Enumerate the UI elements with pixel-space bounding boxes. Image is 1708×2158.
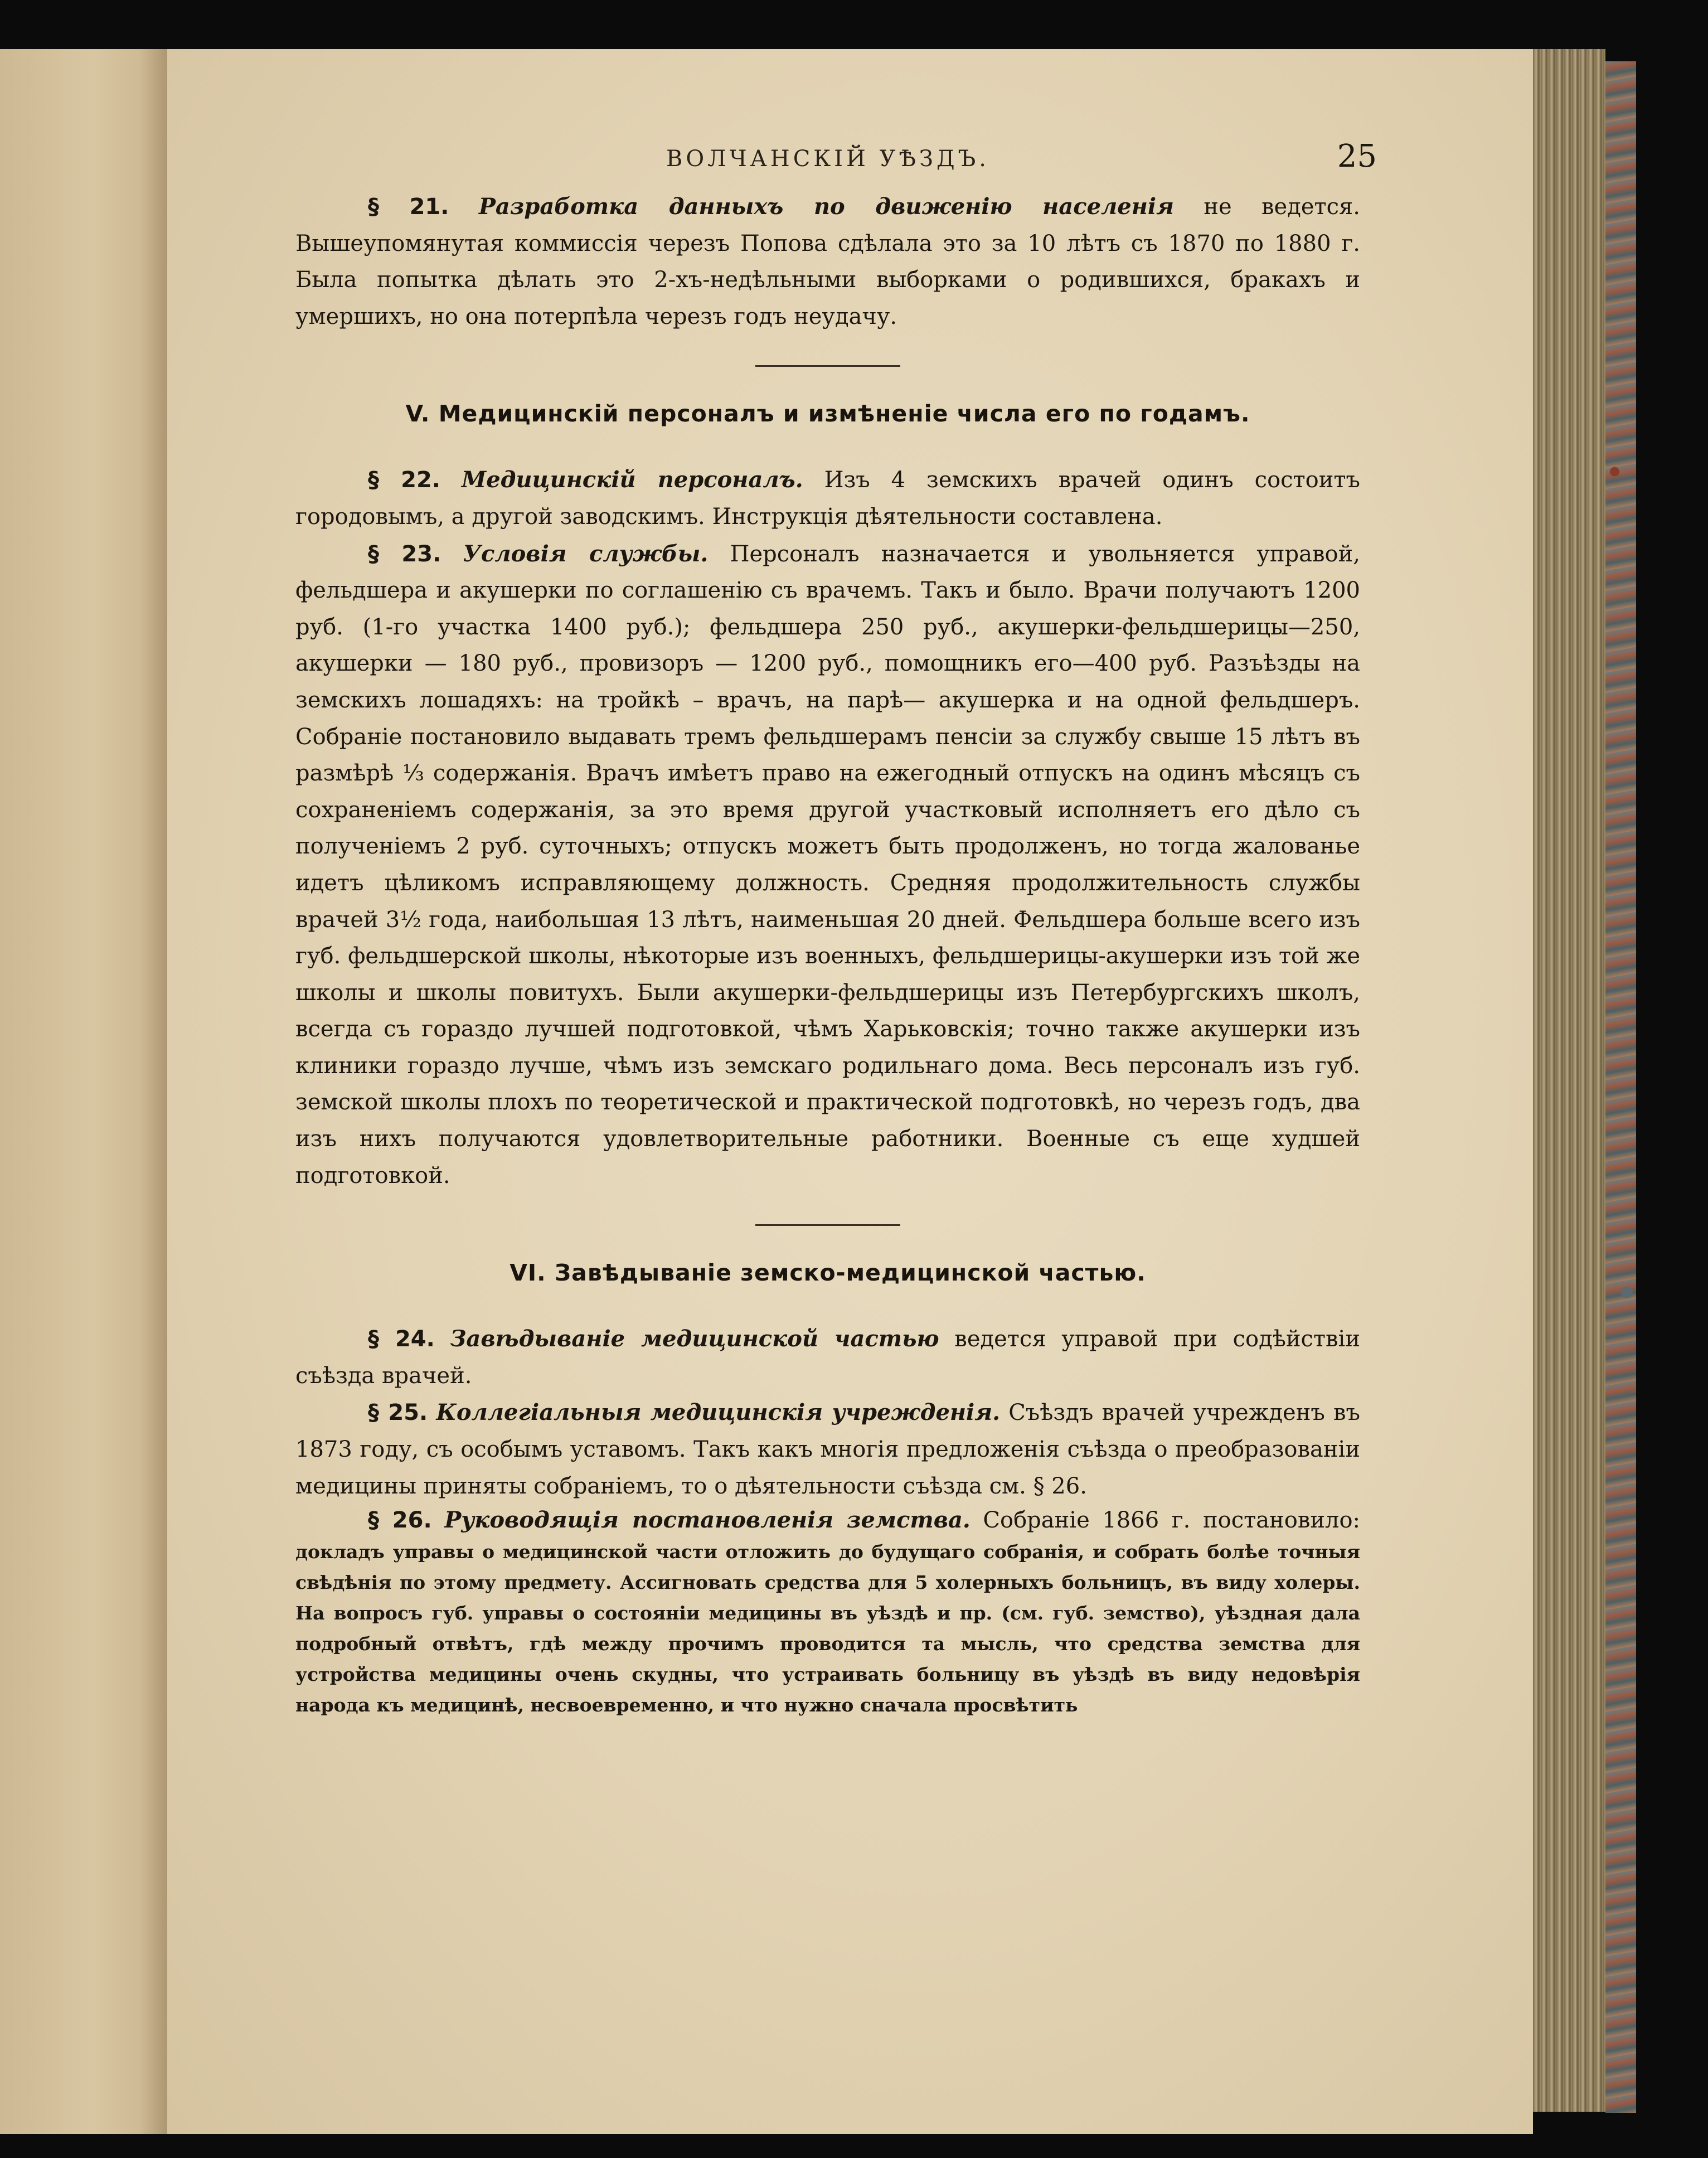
paragraph-23 [295,536,1360,1195]
marbled-cover-edge [1605,61,1636,2113]
page-content [295,138,1377,1720]
paragraph-number: § 23. [368,541,441,567]
paragraph-22 [295,462,1360,535]
page-number: 25 [1337,138,1377,174]
paragraph-title: Коллегіальныя медицинскія учрежденія. [436,1399,1001,1426]
paragraph-text: не ведется. Вышеупомянутая коммиссія черезъ Попова сдѣлала это за 10 лѣтъ съ 1870 по 1880 г. Была попытка дѣлать это 2-хъ-недѣльными выборками о родившихся, бракахъ и умершихъ, но она потерпѣла черезъ годъ неудачу. [295,194,1360,329]
paragraph-24 [295,1321,1360,1394]
paragraph-text: Изъ 4 земскихъ врачей одинъ состоитъ городовымъ, а другой заводскимъ. Инструкція дѣятельности составлена. [295,467,1360,530]
paragraph-text: докладъ управы о медицинской части отложить до будущаго собранія, и собрать болѣе точныя свѣдѣнія по этому предмету. Ассигновать средства для 5 холерныхъ больницъ, въ виду холеры. На вопросъ губ. управы о состояніи медицины въ уѣздѣ и пр. (см. губ. земство), уѣздная дала подробный отвѣтъ, гдѣ между прочимъ проводится та мысль, что средства земства для устройства медицины очень скудны, что устраивать больницу въ уѣздѣ въ виду недовѣрія народа къ медицинѣ, несвоевременно, и что нужно сначала просвѣтить [295,1541,1360,1716]
paragraph-26 [295,1505,1360,1720]
paragraph-25 [295,1394,1360,1505]
section-heading-6: VI. Завѣдываніе земско-медицинской частью. [510,1259,1146,1287]
paragraph-title: Руководящія постановленія земства. [444,1507,971,1534]
paragraph-text: Персоналъ назначается и увольняется управой, фельдшера и акушерки по соглашенію съ врачемъ. Такъ и было. Врачи получаютъ 1200 руб. (1-го участка 1400 руб.); фельдшера 250 руб., акушерки-фельдшерицы—250, акушерки — 180 руб., провизоръ — 1200 руб., помощникъ его—400 руб. Разъѣзды на земскихъ лошадяхъ: на тройкѣ – врачъ, на парѣ— акушерка и на одной фельдшеръ. Собраніе постановило выдавать тремъ фельдшерамъ пенсіи за службу свыше 15 лѣтъ въ размѣрѣ ⅓ содержанія. Врачъ имѣетъ право на ежегодный отпускъ на одинъ мѣсяцъ съ сохраненіемъ содержанія, за это время другой участковый исполняетъ его дѣло съ полученіемъ 2 руб. суточныхъ; отпускъ можетъ быть продолженъ, но тогда жалованье идетъ цѣликомъ исправляющему должность. Средняя продолжительность службы врачей 3½ года, наибольшая 13 лѣтъ, наименьшая 20 дней. Фельдшера больше всего изъ губ. фельдшерской школы, нѣкоторые изъ военныхъ, фельдшерицы-акушерки изъ той же школы и школы повитухъ. Были акушерки-фельдшерицы изъ Петербургскихъ школъ, всегда съ гораздо лучшей подготовкой, чѣмъ Харьковскія; точно также акушерки изъ клиники гораздо лучше, чѣмъ изъ земскаго родильнаго дома. Весь персоналъ изъ губ. земской школы плохъ по теоретической и практической подготовкѣ, но черезъ годъ, два изъ нихъ получаются удовлетворительные работники. Военные съ еще худшей подготовкой. [295,541,1360,1189]
paragraph-number: § 21. [368,194,449,220]
paragraph-number: § 24. [368,1326,435,1352]
paragraph-number: § 26. [368,1507,432,1534]
paragraph-lead: Собраніе 1866 г. постановило: [970,1507,1360,1534]
section-divider [755,1224,900,1226]
paragraph-number: § 22. [368,467,440,493]
section-divider [755,365,900,367]
paragraph-21 [295,188,1360,335]
page-block-edge [1533,49,1605,2112]
paragraph-title: Медицинскій персоналъ. [461,467,803,493]
paragraph-title: Завѣдываніе медицинской частью [450,1326,939,1352]
paragraph-number: § 25. [368,1400,428,1426]
section-heading-5: V. Медицинскій персоналъ и измѣненіе числа его по годамъ. [405,400,1250,428]
running-head [295,138,1377,188]
paragraph-text: ведется управой при содѣйствіи съѣзда врачей. [295,1326,1360,1389]
running-title: ВОЛЧАНСКІЙ УѢЗДЪ. [666,146,989,172]
paragraph-text: Съѣздъ врачей учрежденъ въ 1873 году, съ особымъ уставомъ. Такъ какъ многія предложенія съѣзда о преобразованіи медицины приняты собраніемъ, то о дѣятельности съѣзда см. § 26. [295,1400,1360,1499]
paragraph-title: Разработка данныхъ по движенію населенія [478,193,1174,220]
paragraph-title: Условія службы. [463,540,709,567]
